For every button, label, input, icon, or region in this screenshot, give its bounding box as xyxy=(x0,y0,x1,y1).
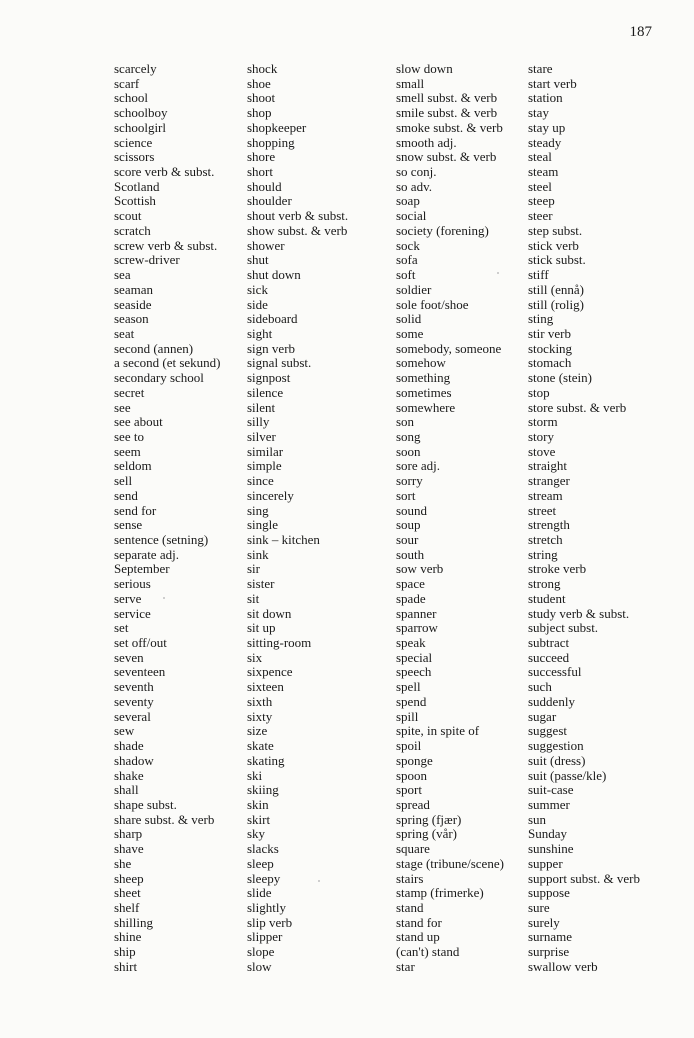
word-entry: since xyxy=(247,473,274,489)
word-entry: sit down xyxy=(247,605,292,621)
word-entry: shirt xyxy=(114,958,138,974)
word-entry: sight xyxy=(247,325,273,341)
word-entry: supper xyxy=(528,855,563,871)
word-entry: schoolgirl xyxy=(114,119,166,135)
word-entry: sure xyxy=(528,899,550,915)
word-entry: sixty xyxy=(247,708,273,724)
word-entry: sole foot/shoe xyxy=(396,296,469,312)
word-entry: simple xyxy=(247,458,282,474)
word-entry: star xyxy=(396,958,415,974)
word-entry: suggest xyxy=(528,723,567,739)
word-entry: stick subst. xyxy=(528,252,586,268)
word-entry: suppose xyxy=(528,885,570,901)
word-entry: steer xyxy=(528,208,553,224)
word-entry: slide xyxy=(247,885,272,901)
word-entry: show subst. & verb xyxy=(247,222,348,238)
word-entry: seaside xyxy=(114,296,152,312)
word-entry: stiff xyxy=(528,267,549,283)
word-entry: sock xyxy=(396,237,420,253)
word-entry: ski xyxy=(247,767,263,783)
word-entry: stick verb xyxy=(528,237,579,253)
word-entry: soup xyxy=(396,517,421,533)
word-entry: sign verb xyxy=(247,340,296,356)
word-column-4 xyxy=(528,62,640,975)
word-entry: sleep xyxy=(247,855,274,871)
word-entry: set off/out xyxy=(114,635,167,651)
word-entry: stage (tribune/scene) xyxy=(396,855,504,871)
word-entry: slow xyxy=(247,958,272,974)
word-entry: shadow xyxy=(114,752,154,768)
word-entry: stir verb xyxy=(528,325,571,341)
word-entry: spell xyxy=(396,679,421,695)
word-entry: still (ennå) xyxy=(528,281,584,297)
word-entry: stocking xyxy=(528,340,573,356)
word-entry: schoolboy xyxy=(114,105,168,121)
word-entry: seven xyxy=(114,649,144,665)
word-entry: song xyxy=(396,428,421,444)
word-entry: serious xyxy=(114,576,151,592)
word-entry: sour xyxy=(396,532,419,547)
word-entry: subtract xyxy=(528,635,570,651)
word-entry: shave xyxy=(114,841,144,857)
word-entry: surprise xyxy=(528,944,570,960)
word-entry: sheet xyxy=(114,885,141,901)
paper-speck xyxy=(497,272,499,274)
word-entry: sponge xyxy=(396,752,433,768)
word-entry: smooth adj. xyxy=(396,134,457,150)
word-entry: start verb xyxy=(528,75,577,91)
word-entry: single xyxy=(247,517,279,533)
word-entry: sound xyxy=(396,502,428,518)
word-entry: shopping xyxy=(247,134,295,150)
word-entry: secondary school xyxy=(114,370,204,386)
word-entry: shut down xyxy=(247,267,301,283)
word-entry: speak xyxy=(396,635,426,651)
word-entry: smile subst. & verb xyxy=(396,105,498,121)
word-entry: sir xyxy=(247,561,260,577)
word-entry: stamp (frimerke) xyxy=(396,885,484,901)
word-entry: (can't) stand xyxy=(396,944,460,960)
word-entry: sing xyxy=(247,502,269,518)
word-entry: stand up xyxy=(396,929,440,945)
word-entry: sick xyxy=(247,281,268,297)
word-entry: suddenly xyxy=(528,693,575,709)
word-entry: steam xyxy=(528,164,559,180)
word-entry: sink xyxy=(247,546,269,562)
word-entry: stream xyxy=(528,487,563,503)
word-entry: square xyxy=(396,841,430,857)
word-entry: sore adj. xyxy=(396,458,441,474)
word-entry: summer xyxy=(528,796,570,812)
word-entry: somebody, someone xyxy=(396,340,502,356)
word-entry: shoot xyxy=(247,90,276,106)
word-list xyxy=(114,62,674,982)
word-entry: skin xyxy=(247,796,269,812)
word-entry: sea xyxy=(114,267,131,283)
word-entry: several xyxy=(114,708,151,724)
word-entry: stop xyxy=(528,384,550,400)
word-entry: sport xyxy=(396,782,422,798)
word-entry: such xyxy=(528,679,552,695)
word-entry: sense xyxy=(114,517,143,533)
word-entry: sting xyxy=(528,311,554,327)
word-entry: surely xyxy=(528,914,560,930)
word-entry: slacks xyxy=(247,841,279,857)
word-entry: shock xyxy=(247,61,278,76)
word-entry: soap xyxy=(396,193,420,209)
word-entry: sometimes xyxy=(396,384,452,400)
word-entry: shopkeeper xyxy=(247,119,307,135)
word-entry: slow down xyxy=(396,61,453,76)
paper-speck xyxy=(318,880,320,882)
word-entry: shall xyxy=(114,782,139,798)
word-entry: small xyxy=(396,75,425,91)
page-number: 187 xyxy=(629,24,652,40)
word-entry: smell subst. & verb xyxy=(396,90,498,106)
word-entry: steal xyxy=(528,149,552,165)
word-entry: successful xyxy=(528,664,582,680)
word-entry: some xyxy=(396,325,424,341)
word-entry: secret xyxy=(114,384,145,400)
word-entry: shelf xyxy=(114,899,140,915)
word-entry: support subst. & verb xyxy=(528,870,640,886)
word-entry: succeed xyxy=(528,649,570,665)
word-entry: score verb & subst. xyxy=(114,164,215,180)
word-entry: seem xyxy=(114,443,141,459)
word-entry: season xyxy=(114,311,149,327)
word-entry: soldier xyxy=(396,281,432,297)
word-entry: soon xyxy=(396,443,421,459)
word-entry: scissors xyxy=(114,149,155,165)
word-entry: sink – kitchen xyxy=(247,532,320,547)
word-entry: size xyxy=(247,723,268,739)
word-entry: somewhere xyxy=(396,399,456,415)
word-entry: student xyxy=(528,590,566,606)
word-entry: skating xyxy=(247,752,285,768)
word-entry: shore xyxy=(247,149,276,165)
word-entry: speech xyxy=(396,664,432,680)
word-entry: second (annen) xyxy=(114,340,194,356)
word-entry: social xyxy=(396,208,427,224)
word-entry: service xyxy=(114,605,151,621)
word-column-1 xyxy=(114,62,221,975)
word-entry: science xyxy=(114,134,153,150)
word-entry: skiing xyxy=(247,782,279,798)
word-entry: spoil xyxy=(396,738,422,754)
word-entry: short xyxy=(247,164,273,180)
word-entry: subject subst. xyxy=(528,620,599,636)
word-entry: silence xyxy=(247,384,284,400)
word-entry: sentence (setning) xyxy=(114,532,209,547)
word-entry: suit (passe/kle) xyxy=(528,767,607,783)
word-entry: seaman xyxy=(114,281,153,297)
word-entry: seventeen xyxy=(114,664,166,680)
word-entry: stay up xyxy=(528,119,566,135)
word-entry: stay xyxy=(528,105,549,121)
word-entry: stand xyxy=(396,899,424,915)
word-entry: stone (stein) xyxy=(528,370,592,386)
word-entry: spring (fjær) xyxy=(396,811,462,827)
word-entry: so adv. xyxy=(396,178,432,194)
word-entry: study verb & subst. xyxy=(528,605,630,621)
word-entry: spread xyxy=(396,796,430,812)
word-entry: step subst. xyxy=(528,222,583,238)
word-entry: sofa xyxy=(396,252,418,268)
word-entry: shout verb & subst. xyxy=(247,208,349,224)
word-entry: stare xyxy=(528,61,553,76)
word-entry: silent xyxy=(247,399,276,415)
word-entry: somehow xyxy=(396,355,446,371)
word-entry: sharp xyxy=(114,826,143,842)
word-entry: serve xyxy=(114,590,142,606)
word-entry: slip verb xyxy=(247,914,293,930)
word-entry: string xyxy=(528,546,558,562)
word-entry: sparrow xyxy=(396,620,438,636)
word-entry: south xyxy=(396,546,425,562)
word-entry: spend xyxy=(396,693,427,709)
word-entry: slightly xyxy=(247,899,287,915)
word-entry: store subst. & verb xyxy=(528,399,627,415)
word-entry: sorry xyxy=(396,473,423,489)
word-entry: stroke verb xyxy=(528,561,587,577)
word-entry: separate adj. xyxy=(114,546,179,562)
word-entry: slipper xyxy=(247,929,283,945)
word-entry: stranger xyxy=(528,473,570,489)
word-entry: send for xyxy=(114,502,157,518)
word-entry: sit xyxy=(247,590,260,606)
word-entry: signal subst. xyxy=(247,355,312,371)
word-entry: sun xyxy=(528,811,547,827)
word-entry: stairs xyxy=(396,870,424,886)
word-entry: spite, in spite of xyxy=(396,723,480,739)
word-entry: screw-driver xyxy=(114,252,180,268)
word-entry: share subst. & verb xyxy=(114,811,215,827)
word-entry: street xyxy=(528,502,557,518)
word-entry: sunshine xyxy=(528,841,574,857)
word-entry: straight xyxy=(528,458,567,474)
word-entry: September xyxy=(114,561,170,577)
paper-speck xyxy=(163,597,165,599)
word-entry: similar xyxy=(247,443,284,459)
word-entry: should xyxy=(247,178,282,194)
word-entry: signpost xyxy=(247,370,291,386)
word-entry: sell xyxy=(114,473,133,489)
word-entry: shine xyxy=(114,929,142,945)
word-entry: story xyxy=(528,428,554,444)
word-entry: skirt xyxy=(247,811,271,827)
word-entry: strong xyxy=(528,576,561,592)
word-entry: sort xyxy=(396,487,416,503)
word-entry: sky xyxy=(247,826,266,842)
word-entry: spade xyxy=(396,590,426,606)
word-entry: swallow verb xyxy=(528,958,598,974)
word-entry: sincerely xyxy=(247,487,294,503)
word-entry: steady xyxy=(528,134,562,150)
word-entry: spoon xyxy=(396,767,428,783)
word-entry: strength xyxy=(528,517,570,533)
word-entry: station xyxy=(528,90,563,106)
word-entry: Sunday xyxy=(528,826,567,842)
word-entry: shoulder xyxy=(247,193,292,209)
word-entry: seventh xyxy=(114,679,154,695)
word-entry: scarf xyxy=(114,75,140,91)
word-entry: Scotland xyxy=(114,178,160,194)
word-entry: suit (dress) xyxy=(528,752,586,768)
word-entry: stretch xyxy=(528,532,563,547)
word-entry: snow subst. & verb xyxy=(396,149,497,165)
word-entry: shoe xyxy=(247,75,271,91)
word-entry: suit-case xyxy=(528,782,574,798)
word-entry: shower xyxy=(247,237,285,253)
word-entry: steel xyxy=(528,178,552,194)
word-entry: six xyxy=(247,649,263,665)
word-entry: seat xyxy=(114,325,135,341)
word-entry: steep xyxy=(528,193,555,209)
word-entry: son xyxy=(396,414,415,430)
word-entry: sit up xyxy=(247,620,276,636)
word-entry: seventy xyxy=(114,693,154,709)
word-entry: sheep xyxy=(114,870,144,886)
word-entry: see about xyxy=(114,414,163,430)
word-entry: a second (et sekund) xyxy=(114,355,221,371)
word-entry: side xyxy=(247,296,268,312)
word-entry: sow verb xyxy=(396,561,444,577)
word-entry: sideboard xyxy=(247,311,298,327)
word-entry: sew xyxy=(114,723,135,739)
word-entry: spill xyxy=(396,708,419,724)
word-entry: shut xyxy=(247,252,269,268)
word-entry: sixth xyxy=(247,693,273,709)
word-entry: scout xyxy=(114,208,142,224)
word-entry: something xyxy=(396,370,451,386)
word-entry: silly xyxy=(247,414,270,430)
word-entry: so conj. xyxy=(396,164,437,180)
word-entry: Scottish xyxy=(114,193,156,209)
word-entry: sugar xyxy=(528,708,557,724)
word-entry: shake xyxy=(114,767,144,783)
word-entry: see xyxy=(114,399,131,415)
word-entry: soft xyxy=(396,267,416,283)
word-entry: space xyxy=(396,576,425,592)
word-column-3 xyxy=(396,62,504,975)
word-entry: surname xyxy=(528,929,573,945)
word-entry: scratch xyxy=(114,222,151,238)
word-entry: silver xyxy=(247,428,276,444)
word-entry: skate xyxy=(247,738,274,754)
word-entry: set xyxy=(114,620,129,636)
word-entry: shape subst. xyxy=(114,796,177,812)
word-entry: sleepy xyxy=(247,870,281,886)
word-entry: smoke subst. & verb xyxy=(396,119,503,135)
word-entry: screw verb & subst. xyxy=(114,237,218,253)
word-entry: sixpence xyxy=(247,664,293,680)
word-entry: shilling xyxy=(114,914,154,930)
word-entry: society (forening) xyxy=(396,222,489,238)
word-entry: shop xyxy=(247,105,272,121)
word-entry: see to xyxy=(114,428,144,444)
word-entry: ship xyxy=(114,944,136,960)
word-entry: sitting-room xyxy=(247,635,312,651)
word-entry: sixteen xyxy=(247,679,284,695)
word-entry: sister xyxy=(247,576,275,592)
word-entry: solid xyxy=(396,311,422,327)
word-entry: school xyxy=(114,90,148,106)
word-entry: shade xyxy=(114,738,144,754)
word-entry: slope xyxy=(247,944,275,960)
word-entry: scarcely xyxy=(114,61,157,76)
word-entry: stand for xyxy=(396,914,442,930)
word-entry: suggestion xyxy=(528,738,584,754)
word-entry: seldom xyxy=(114,458,152,474)
word-entry: stomach xyxy=(528,355,572,371)
word-entry: spring (vår) xyxy=(396,826,458,842)
word-entry: still (rolig) xyxy=(528,296,584,312)
word-entry: she xyxy=(114,855,132,871)
word-entry: special xyxy=(396,649,433,665)
word-entry: send xyxy=(114,487,138,503)
word-entry: spanner xyxy=(396,605,437,621)
word-entry: storm xyxy=(528,414,558,430)
word-column-2 xyxy=(247,62,348,975)
word-entry: stove xyxy=(528,443,556,459)
